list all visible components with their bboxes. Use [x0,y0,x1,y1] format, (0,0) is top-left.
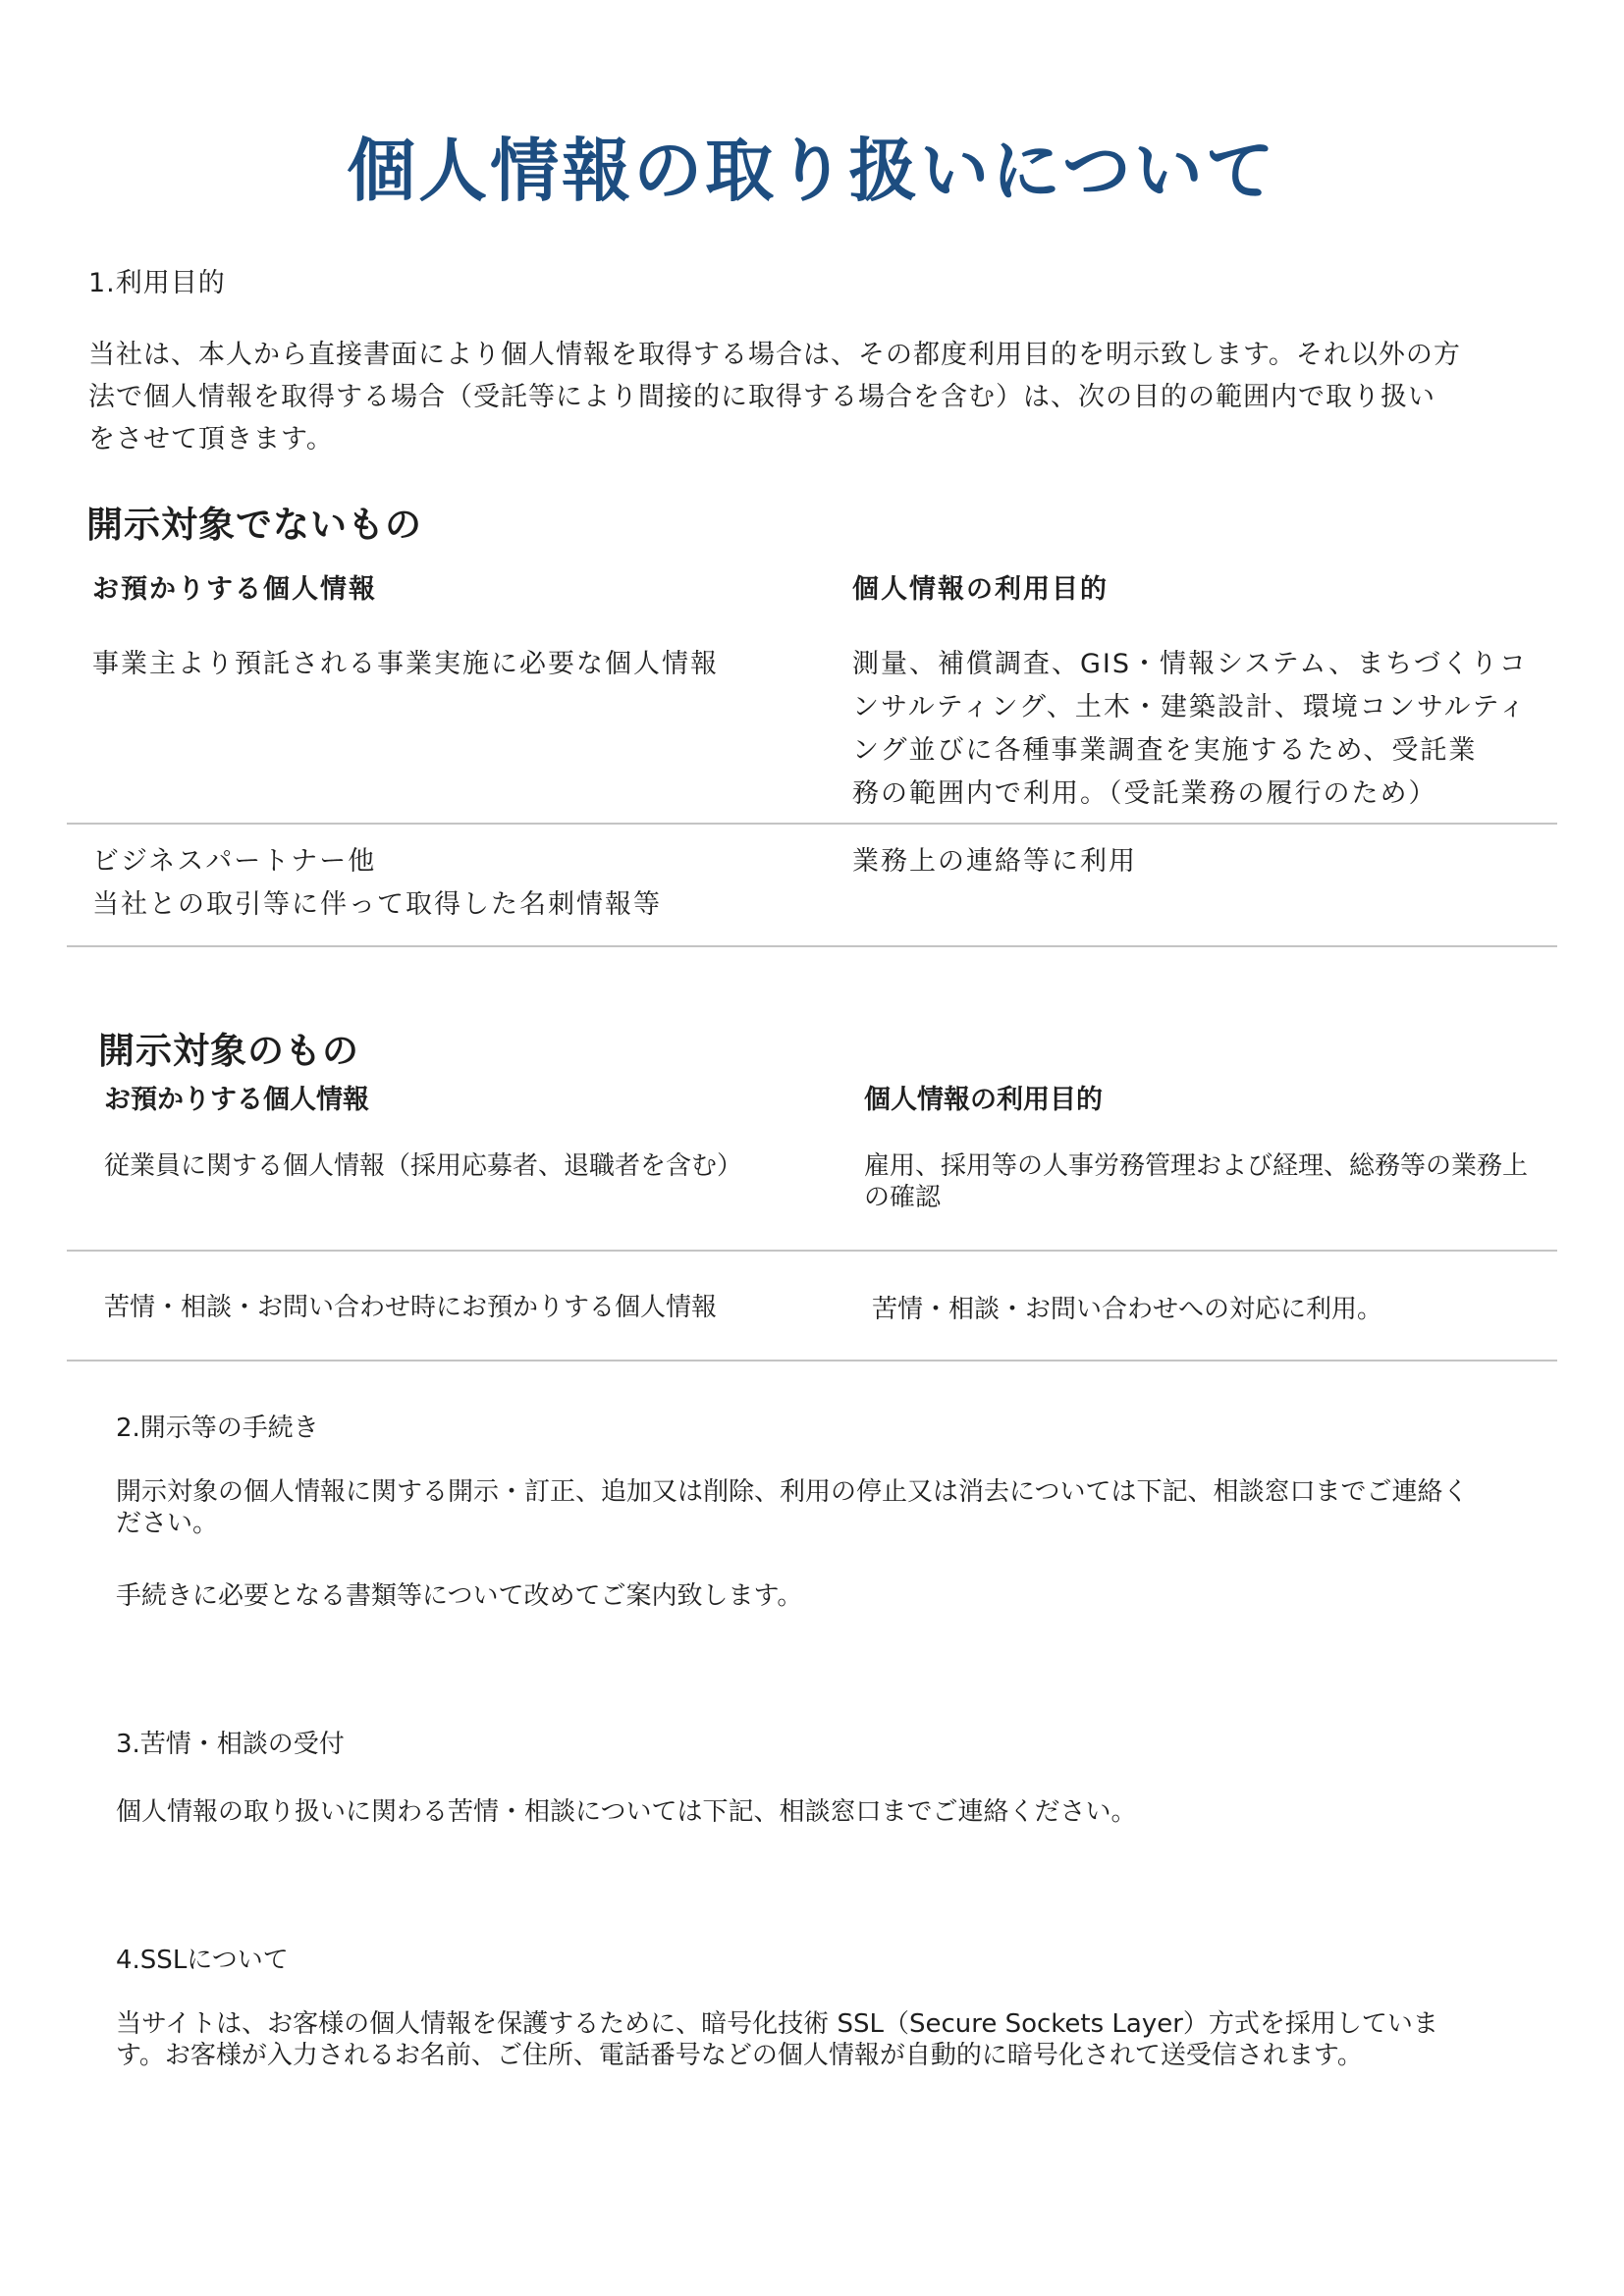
section-4-body [116,2008,1569,2071]
disclosure-title: 開示対象のもの [98,1030,359,1072]
cell-line: 務の範囲内で利用。（受託業務の履行のため） [852,778,1437,809]
disclosure-col-purpose: 個人情報の利用目的 [864,1085,1103,1115]
cell-line: の確認 [864,1183,942,1212]
non-disclosure-row-2-info [92,840,662,927]
non-disclosure-col-info: お預かりする個人情報 [92,574,377,605]
cell-line: ビジネスパートナー他 [92,846,377,877]
section-2-line: ださい。 [116,1509,219,1538]
cell-line: 業務上の連絡等に利用 [852,846,1137,877]
cell-line: 苦情・相談・お問い合わせ時にお預かりする個人情報 [104,1293,718,1322]
section-2-line: 開示対象の個人情報に関する開示・訂正、追加又は削除、利用の停止又は消去については下記、相談窓口までご連絡く [116,1477,1469,1507]
section-1-body [88,334,1581,460]
section-1-heading: 1.利用目的 [88,268,226,298]
cell-line: 従業員に関する個人情報（採用応募者、退職者を含む） [104,1151,743,1181]
row-divider [67,1250,1557,1252]
non-disclosure-row-2-purpose [852,840,1137,883]
cell-line: 苦情・相談・お問い合わせへの対応に利用。 [872,1295,1383,1324]
cell-line: ンサルティング、土木・建築設計、環境コンサルティ [852,692,1528,722]
section-2-heading: 2.開示等の手続き [116,1414,319,1443]
cell-line: 事業主より預託される事業実施に必要な個人情報 [92,649,719,679]
section-3-heading: 3.苦情・相談の受付 [116,1730,345,1759]
disclosure-row-2-info [104,1292,717,1323]
section-2-note: 手続きに必要となる書類等について改めてご案内致します。 [116,1581,803,1611]
cell-line: 当社との取引等に伴って取得した名刺情報等 [92,889,662,920]
section-1-line: をさせて頂きます。 [88,424,334,454]
non-disclosure-row-1-purpose [852,643,1569,816]
row-divider [67,945,1557,947]
section-1-line: 当社は、本人から直接書面により個人情報を取得する場合は、その都度利用目的を明示致します。それ以外の方 [88,340,1461,370]
section-4-line: 当サイトは、お客様の個人情報を保護するために、暗号化技術 SSL（Secure Sockets Layer）方式を採用していま [116,2009,1438,2039]
non-disclosure-col-purpose: 個人情報の利用目的 [852,574,1109,605]
section-4-line: す。お客様が入力されるお名前、ご住所、電話番号などの個人情報が自動的に暗号化されて送受信されます。 [116,2041,1363,2070]
section-1-line: 法で個人情報を取得する場合（受託等により間接的に取得する場合を含む）は、次の目的の範囲内で取り扱い [88,382,1435,412]
section-2-body [116,1476,1569,1539]
cell-line: ング並びに各種事業調査を実施するため、受託業 [852,735,1478,766]
page-title: 個人情報の取り扱いについて [347,131,1277,211]
row-divider [67,1360,1557,1362]
cell-line: 雇用、採用等の人事労務管理および経理、総務等の業務上 [864,1151,1529,1181]
disclosure-row-1-info [104,1150,742,1182]
section-4-heading: 4.SSLについて [116,1946,289,1975]
cell-line: 測量、補償調査、GIS・情報システム、まちづくりコ [852,649,1528,679]
disclosure-row-2-purpose [872,1294,1382,1325]
non-disclosure-row-1-info [92,643,719,686]
section-3-body: 個人情報の取り扱いに関わる苦情・相談については下記、相談窓口までご連絡ください。 [116,1797,1137,1827]
non-disclosure-title: 開示対象でないもの [86,504,422,546]
row-divider [67,823,1557,825]
disclosure-row-1-purpose [864,1150,1571,1213]
disclosure-col-info: お預かりする個人情報 [104,1085,369,1115]
